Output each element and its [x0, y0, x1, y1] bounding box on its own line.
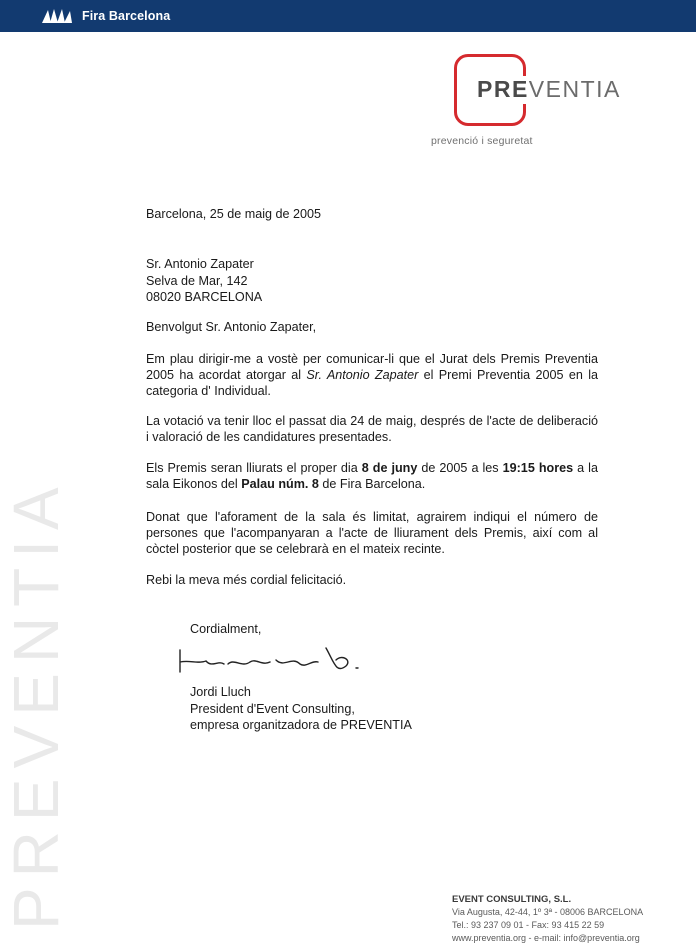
recipient-name: Sr. Antonio Zapater — [146, 257, 254, 271]
footer-company: EVENT CONSULTING, S.L. — [452, 894, 572, 905]
paragraph-ceremony: Els Premis seran lliurats el proper dia 8 de juny de 2005 a les 19:15 hores a la sala Eikonos del Palau núm. 8 de Fira Barcelona. — [146, 461, 598, 491]
closing: Cordialment, — [190, 622, 262, 636]
signer-block — [190, 684, 412, 734]
paragraph-congrats: Rebi la meva més cordial felicitació. — [146, 573, 347, 587]
fira-logo-icon — [40, 7, 74, 25]
paragraph-capacity: Donat que l'aforament de la sala és limitat, agrairem indiqui el número de persones que l'acompanyaran a l'acte de lliurament dels Premis, així com al còctel posterior que se celebrarà en el mateix recinte. — [146, 510, 598, 556]
recipient-address — [146, 256, 262, 306]
salutation: Benvolgut Sr. Antonio Zapater, — [146, 320, 317, 334]
paragraph-award: Em plau dirigir-me a vostè per comunicar-li que el Jurat dels Premis Preventia 2005 ha acordat atorgar al Sr. Antonio Zapater el Premi Preventia 2005 en la categoria d' Individual. — [146, 352, 598, 398]
preventia-logo — [431, 54, 640, 154]
logo-wordmark: PREVENTIA — [477, 76, 621, 102]
signer-name: Jordi Lluch — [190, 685, 251, 699]
footer-phones: Tel.: 93 237 09 01 - Fax: 93 415 22 59 — [452, 920, 605, 930]
paragraph-vote: La votació va tenir lloc el passat dia 24 de maig, després de l'acte de deliberació i valoració de les candidatures presentades. — [146, 414, 598, 444]
watermark: PREVENTIA — [0, 477, 72, 930]
footer-address: Via Augusta, 42-44, 1º 3ª - 08006 BARCELONA — [452, 907, 644, 917]
signer-org: empresa organitzadora de PREVENTIA — [190, 718, 412, 732]
signature-icon — [176, 640, 366, 680]
footer — [452, 893, 643, 943]
logo-tagline: prevenció i seguretat — [431, 135, 533, 147]
footer-web: www.preventia.org - e-mail: info@preventia.org — [452, 933, 640, 943]
recipient-street: Selva de Mar, 142 — [146, 273, 248, 288]
signer-title: President d'Event Consulting, — [190, 701, 355, 716]
header-band — [0, 0, 696, 32]
letter-date: Barcelona, 25 de maig de 2005 — [146, 207, 322, 221]
recipient-city: 08020 BARCELONA — [146, 290, 263, 304]
org-name: Fira Barcelona — [82, 9, 171, 23]
